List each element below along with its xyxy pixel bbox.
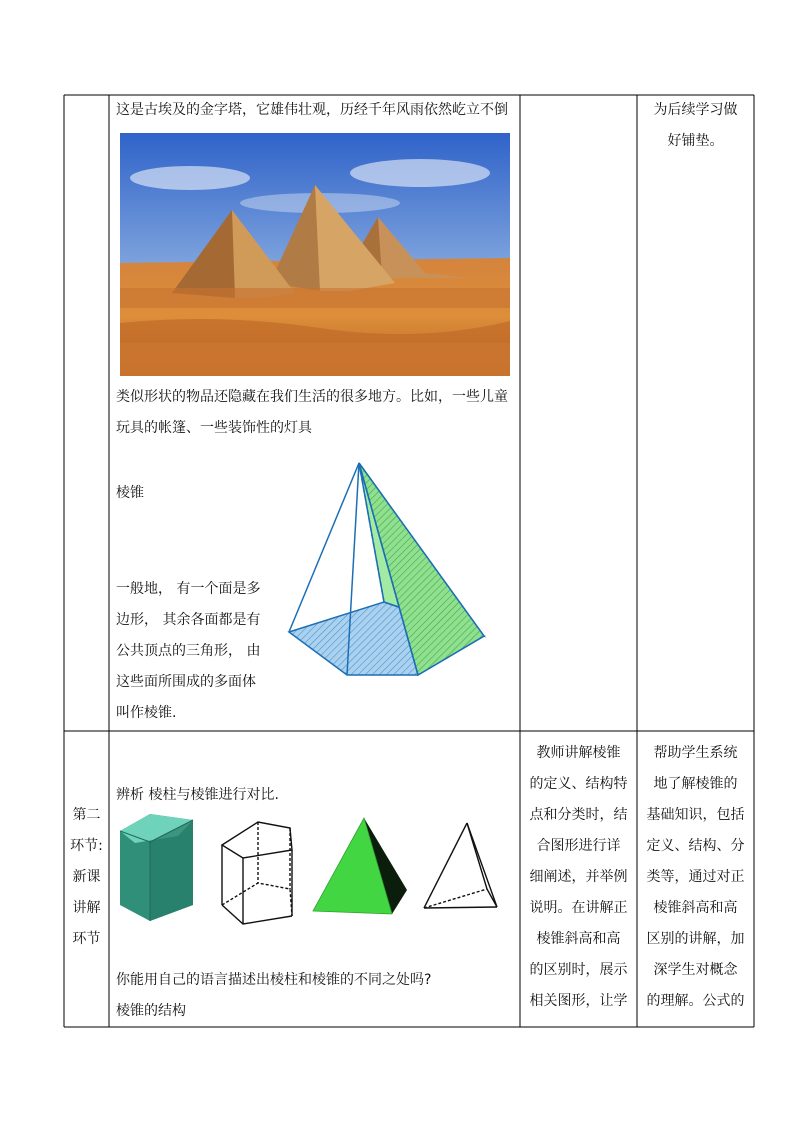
- goal-line-3: 基础知识，包括: [646, 807, 745, 823]
- pyramid-intro-text: 这是古埃及的金字塔，它雄伟壮观，历经千年风雨依然屹立不倒: [116, 102, 508, 118]
- stage-label-4: 讲解: [72, 900, 101, 916]
- definition-line-2: 边形， 其余各面都是有: [116, 612, 261, 628]
- stage-label-5: 环节: [72, 931, 101, 947]
- goal-line-4: 定义、结构、分: [646, 838, 745, 854]
- solid-triangular-pyramid: [310, 815, 410, 917]
- goal-line-8: 深学生对概念: [653, 962, 738, 978]
- teacher-line-7: 棱锥斜高和高: [536, 931, 621, 947]
- definition-line-4: 这些面所围成的多面体: [116, 674, 256, 690]
- similar-objects-line2: 玩具的帐篷、一些装饰性的灯具: [116, 420, 312, 436]
- stage-label-1: 第二: [72, 807, 101, 823]
- similar-objects-line1: 类似形状的物品还隐藏在我们生活的很多地方。比如，一些儿童: [116, 389, 508, 405]
- stage-label-2: 环节:: [70, 838, 103, 854]
- pentagonal-pyramid-diagram: [280, 455, 495, 685]
- teacher-line-8: 的区别时，展示: [529, 962, 628, 978]
- teacher-line-4: 合图形进行详: [536, 838, 621, 854]
- compare-text: 辨析 棱柱与棱锥进行对比.: [116, 787, 279, 803]
- egypt-pyramids-photo: [120, 133, 510, 376]
- teacher-line-6: 说明。在讲解正: [529, 900, 628, 916]
- solid-pentagonal-prism: [118, 812, 198, 924]
- goal-line-5: 类等，通过对正: [646, 869, 745, 885]
- stage-label-3: 新课: [72, 869, 101, 885]
- definition-line-5: 叫作棱锥.: [116, 705, 177, 721]
- definition-line-3: 公共顶点的三角形， 由: [116, 643, 261, 659]
- wireframe-triangular-pyramid: [420, 820, 512, 915]
- structure-heading: 棱锥的结构: [116, 1003, 186, 1019]
- goal-line-7: 区别的讲解，加: [646, 931, 745, 947]
- teacher-line-1: 教师讲解棱锥: [536, 745, 621, 761]
- teacher-line-9: 相关图形，让学: [529, 993, 628, 1009]
- teacher-line-3: 点和分类时，结: [529, 807, 628, 823]
- pyramid-term: 棱锥: [116, 485, 144, 501]
- question-text: 你能用自己的语言描述出棱柱和棱锥的不同之处吗?: [116, 972, 432, 988]
- goal-line-1: 帮助学生系统: [653, 745, 738, 761]
- purpose-line-2: 好铺垫。: [667, 133, 724, 149]
- wireframe-pentagonal-prism: [218, 818, 300, 928]
- goal-line-6: 棱锥斜高和高: [653, 900, 738, 916]
- goal-line-9: 的理解。公式的: [646, 993, 745, 1009]
- goal-line-2: 地了解棱锥的: [653, 776, 738, 792]
- definition-line-1: 一般地， 有一个面是多: [116, 581, 261, 597]
- teacher-line-2: 的定义、结构特: [529, 776, 628, 792]
- purpose-line-1: 为后续学习做: [653, 102, 738, 118]
- teacher-line-5: 细阐述，并举例: [529, 869, 628, 885]
